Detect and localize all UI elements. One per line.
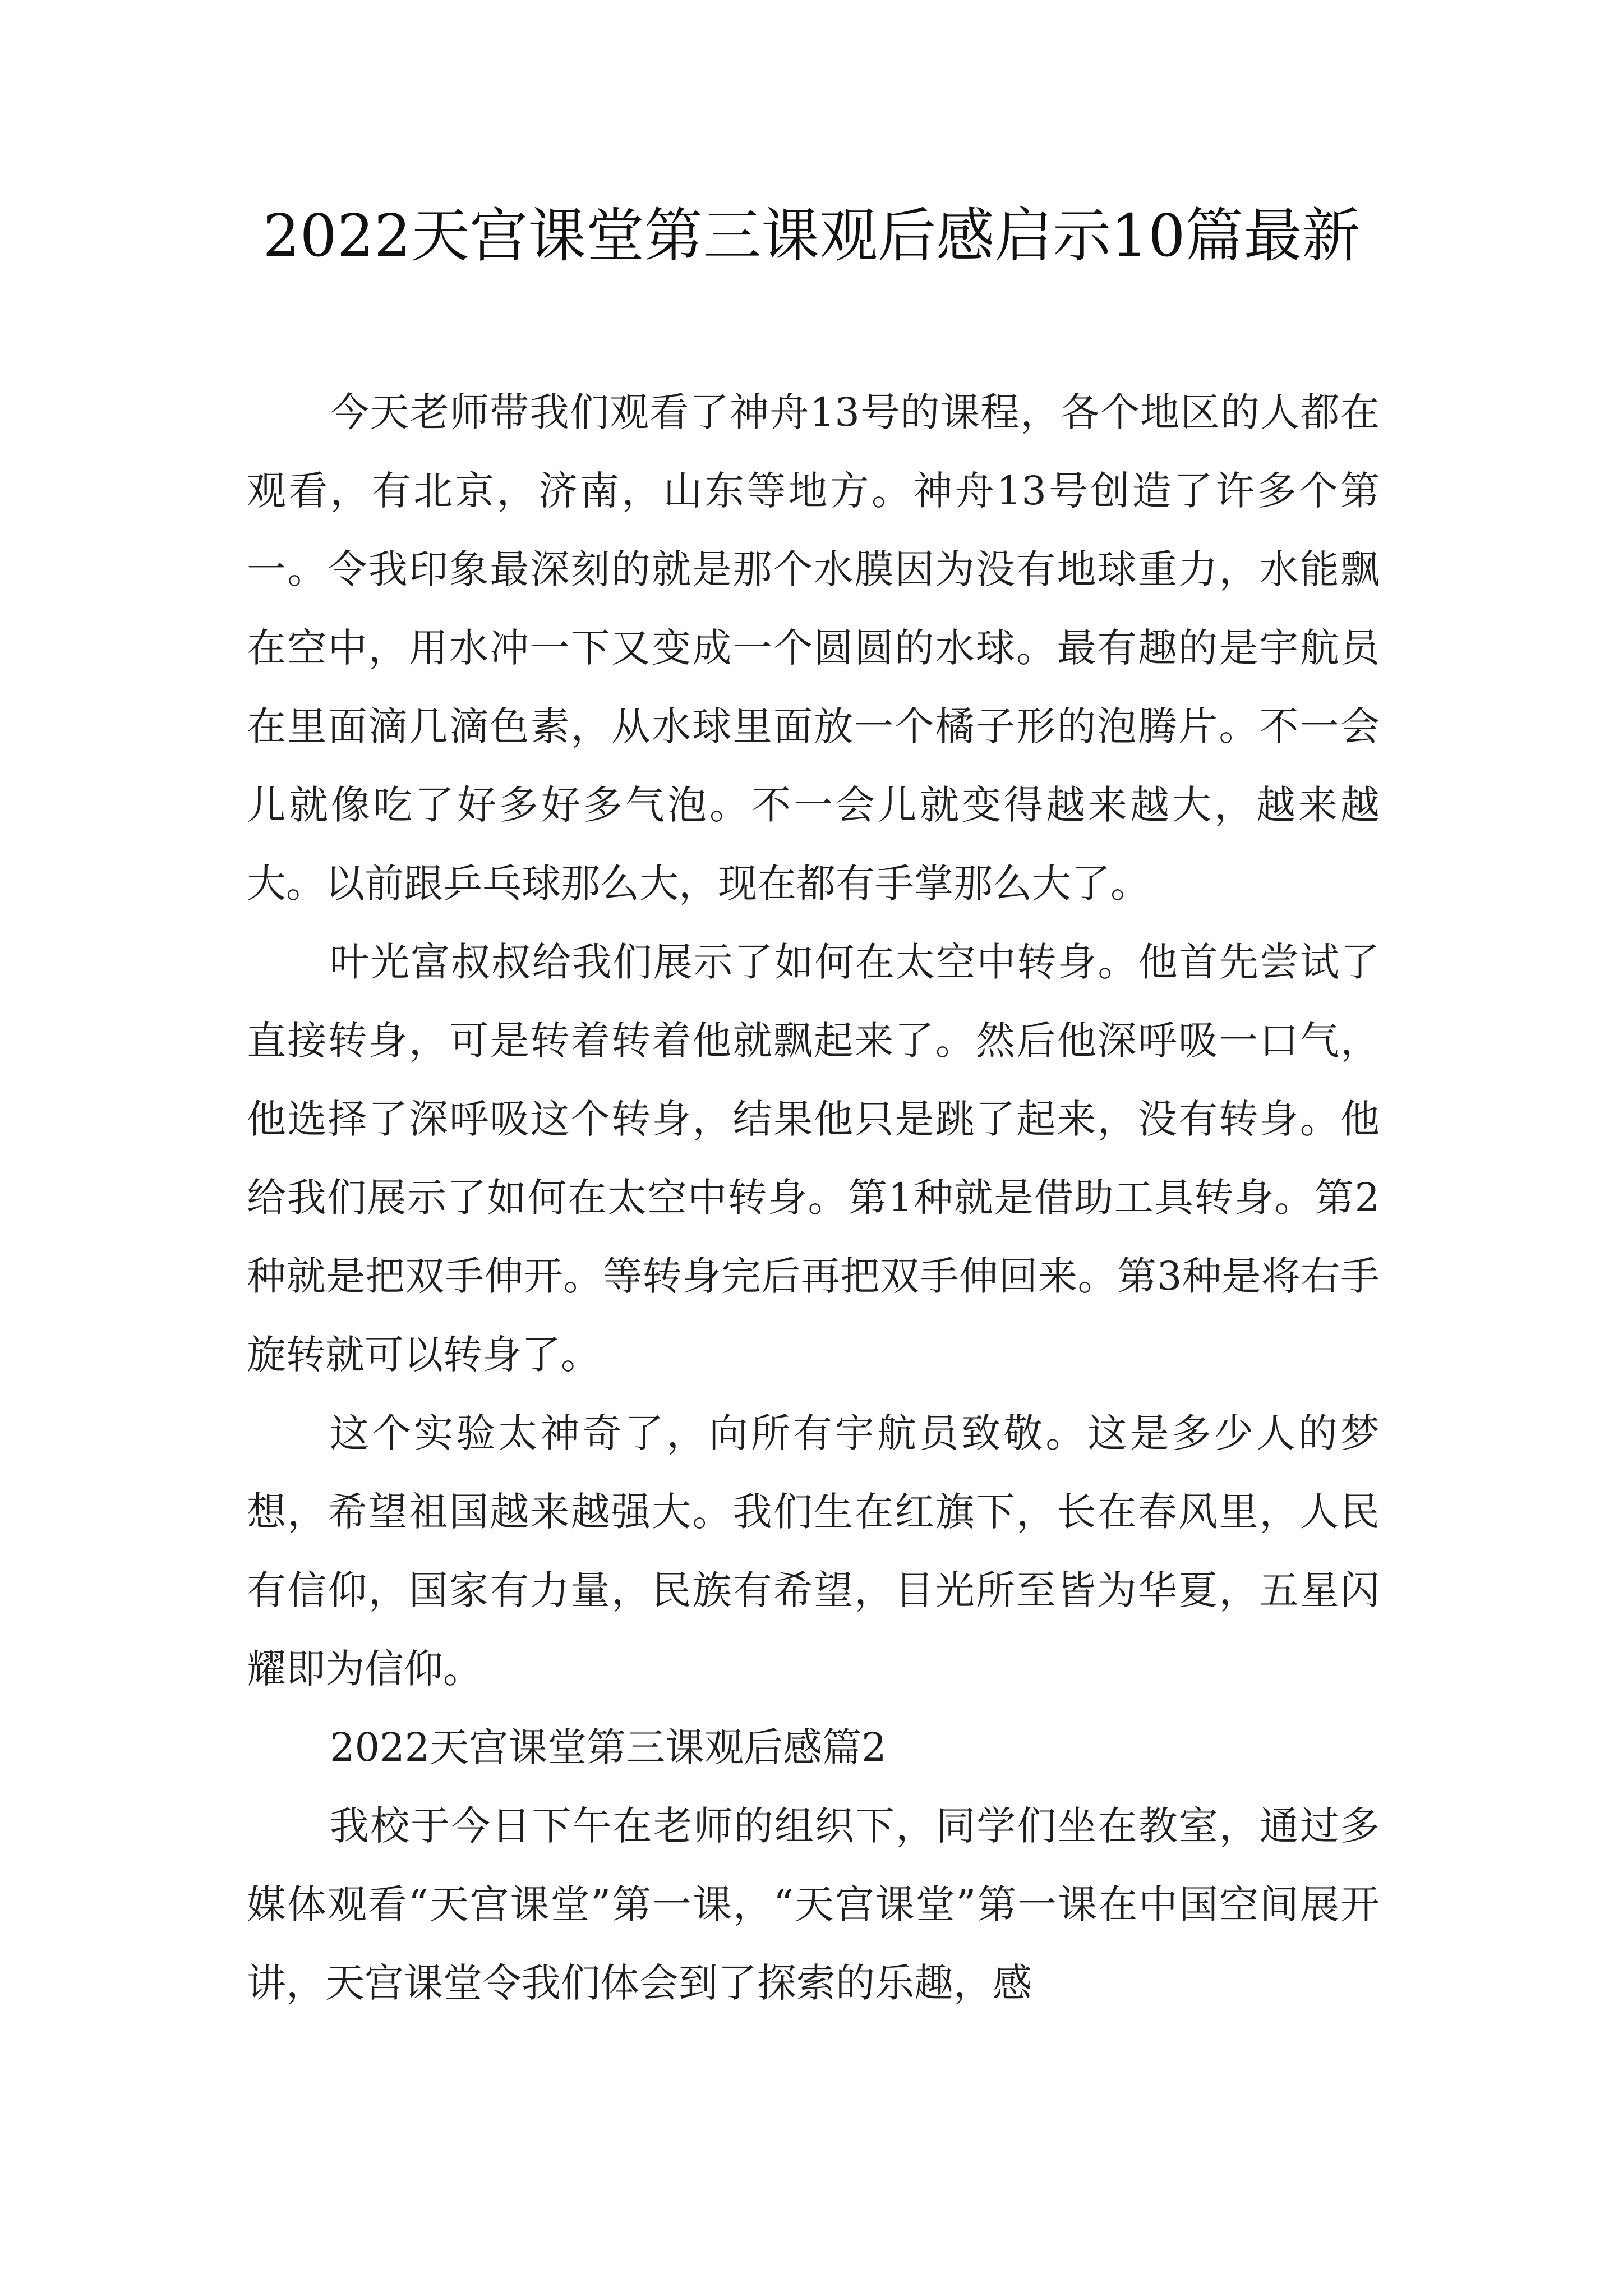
document-body [247, 373, 1380, 2022]
paragraph-1: 今天老师带我们观看了神舟13号的课程，各个地区的人都在观看，有北京，济南，山东等地方。神舟13号创造了许多个第一。令我印象最深刻的就是那个水膜因为没有地球重力，水能飘在空中，用水冲一下又变成一个圆圆的水球。最有趣的是宇航员在里面滴几滴色素，从水球里面放一个橘子形的泡腾片。不一会儿就像吃了好多好多气泡。不一会儿就变得越来越大，越来越大。以前跟乒乓球那么大，现在都有手掌那么大了。 [247, 389, 1380, 907]
paragraph-3: 这个实验太神奇了，向所有宇航员致敬。这是多少人的梦想，希望祖国越来越强大。我们生在红旗下，长在春风里，人民有信仰，国家有力量，民族有希望，目光所至皆为华夏，五星闪耀即为信仰。 [247, 1410, 1380, 1692]
document-title: 2022天宫课堂第三课观后感启示10篇最新 [262, 201, 1361, 270]
paragraph-2: 叶光富叔叔给我们展示了如何在太空中转身。他首先尝试了直接转身，可是转着转着他就飘起来了。然后他深呼吸一口气，他选择了深呼吸这个转身，结果他只是跳了起来，没有转身。他给我们展示了如何在太空中转身。第1种就是借助工具转身。第2种就是把双手伸开。等转身完后再把双手伸回来。第3种是将右手旋转就可以转身了。 [247, 939, 1380, 1378]
section-2-heading: 2022天宫课堂第三课观后感篇2 [330, 1724, 887, 1770]
section-2-paragraph-1: 我校于今日下午在老师的组织下，同学们坐在教室，通过多媒体观看“天宫课堂”第一课，“天宫课堂”第一课在中国空间展开讲，天宫课堂令我们体会到了探索的乐趣，感 [247, 1803, 1380, 2006]
